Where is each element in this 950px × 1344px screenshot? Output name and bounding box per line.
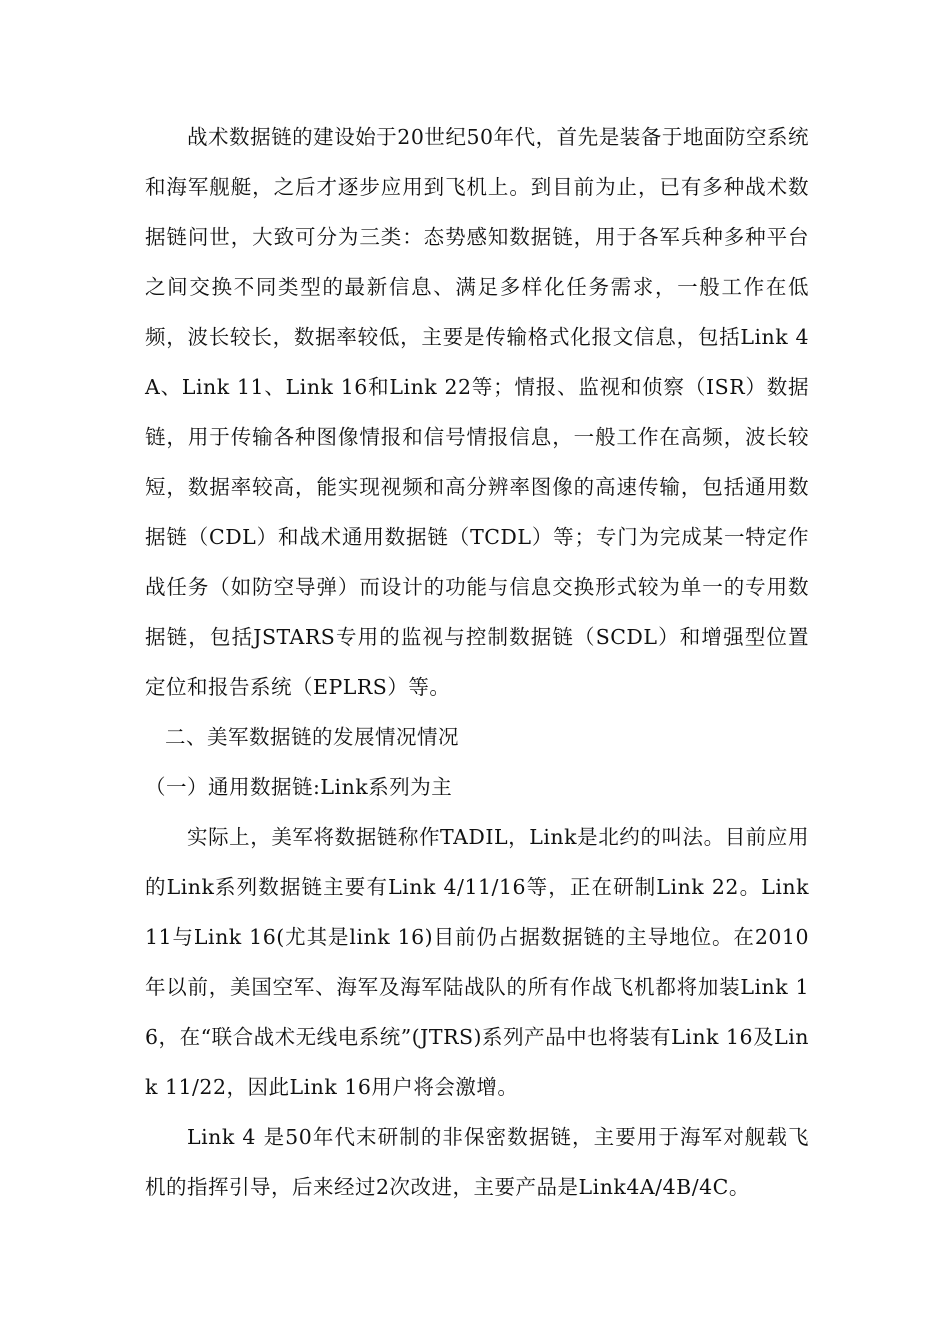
section-heading-us-datalink-development: 二、美军数据链的发展情况情况 [165,725,459,749]
paragraph-link-series-details: 实际上，美军将数据链称作TADIL，Link是北约的叫法。目前应用的Link系列数据链主要有Link 4/11/16等，正在研制Link 22。Link 11与Link 16(尤其是link 16)目前仍占据数据链的主导地位。在2010年以前，美国空军、海军及海军陆战队的所有作战飞机都将加装Link 16，在“联合战术无线电系统”(JTRS)系列产品中也将装有Link 16及Link 11/22，因此Link 16用户将会激增。 [145,825,809,1099]
document-body [145,112,809,1212]
paragraph-link4-description: Link 4 是50年代末研制的非保密数据链，主要用于海军对舰载飞机的指挥引导，后来经过2次改进，主要产品是Link4A/4B/4C。 [145,1125,809,1199]
subsection-heading-link-series: （一）通用数据链:Link系列为主 [145,775,453,799]
paragraph-tactical-datalink-overview: 战术数据链的建设始于20世纪50年代，首先是装备于地面防空系统和海军舰艇，之后才逐步应用到飞机上。到目前为止，已有多种战术数据链问世，大致可分为三类：态势感知数据链，用于各军兵种多种平台之间交换不同类型的最新信息、满足多样化任务需求，一般工作在低频，波长较长，数据率较低，主要是传输格式化报文信息，包括Link 4A、Link 11、Link 16和Link 22等；情报、监视和侦察（ISR）数据链，用于传输各种图像情报和信号情报信息，一般工作在高频，波长较短，数据率较高，能实现视频和高分辨率图像的高速传输，包括通用数据链（CDL）和战术通用数据链（TCDL）等；专门为完成某一特定作战任务（如防空导弹）而设计的功能与信息交换形式较为单一的专用数据链，包括JSTARS专用的监视与控制数据链（SCDL）和增强型位置定位和报告系统（EPLRS）等。 [145,125,809,699]
